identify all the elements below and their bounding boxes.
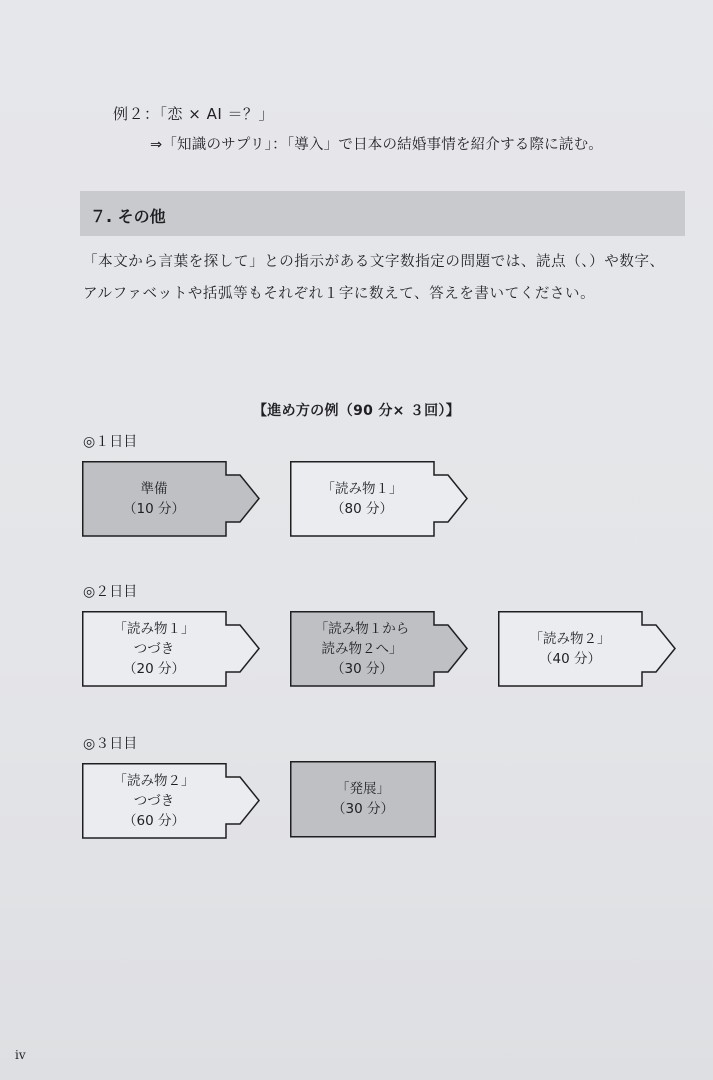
step-label-line: 「読み物２」 bbox=[529, 631, 611, 647]
step-label-line: 準備 bbox=[140, 481, 168, 497]
step-label-line: 「読み物１」 bbox=[321, 481, 403, 497]
step-label bbox=[82, 771, 226, 831]
day-2-label: ◎２日目 bbox=[83, 584, 138, 600]
step-label-line: 「読み物１から bbox=[314, 621, 410, 637]
step-label-line: （80 分） bbox=[331, 501, 393, 517]
section-paragraph-line-1: 「本文から言葉を探して」との指示がある文字数指定の問題では、読点（、）や数字、 bbox=[83, 254, 665, 270]
step-label bbox=[498, 629, 642, 669]
section-paragraph-line-2: アルファベットや括弧等もそれぞれ１字に数えて、答えを書いてください。 bbox=[83, 286, 596, 302]
step-label-line: （40 分） bbox=[539, 651, 601, 667]
step-label-line: （30 分） bbox=[331, 661, 393, 677]
page-number: iv bbox=[15, 1048, 26, 1062]
example-2-heading: 例２：「恋 × AI ＝？」 bbox=[113, 105, 275, 123]
section-title: ７. その他 bbox=[90, 207, 166, 226]
day-3-label: ◎３日目 bbox=[83, 736, 138, 752]
step-label bbox=[290, 479, 434, 519]
plan-title: 【進め方の例（90 分× ３回）】 bbox=[252, 403, 461, 419]
step-label-line: 「読み物１」 bbox=[113, 621, 195, 637]
step-label-line: （20 分） bbox=[123, 661, 185, 677]
step-label bbox=[82, 619, 226, 679]
step-label-line: 「読み物２」 bbox=[113, 773, 195, 789]
step-label bbox=[290, 619, 434, 679]
step-label bbox=[82, 479, 226, 519]
example-2-note: ⇒「知識のサプリ」：「導入」で日本の結婚事情を紹介する際に読む。 bbox=[150, 137, 603, 153]
step-label-line: 読み物２へ」 bbox=[321, 641, 403, 657]
step-label-line: つづき bbox=[133, 641, 175, 657]
step-label-line: （30 分） bbox=[332, 801, 394, 817]
step-label bbox=[290, 779, 436, 819]
step-label-line: 「発展」 bbox=[336, 781, 390, 797]
step-label-line: （60 分） bbox=[123, 813, 185, 829]
step-label-line: （10 分） bbox=[123, 501, 185, 517]
day-1-label: ◎１日目 bbox=[83, 434, 138, 450]
step-label-line: つづき bbox=[133, 793, 175, 809]
section-header-bar bbox=[80, 191, 685, 236]
